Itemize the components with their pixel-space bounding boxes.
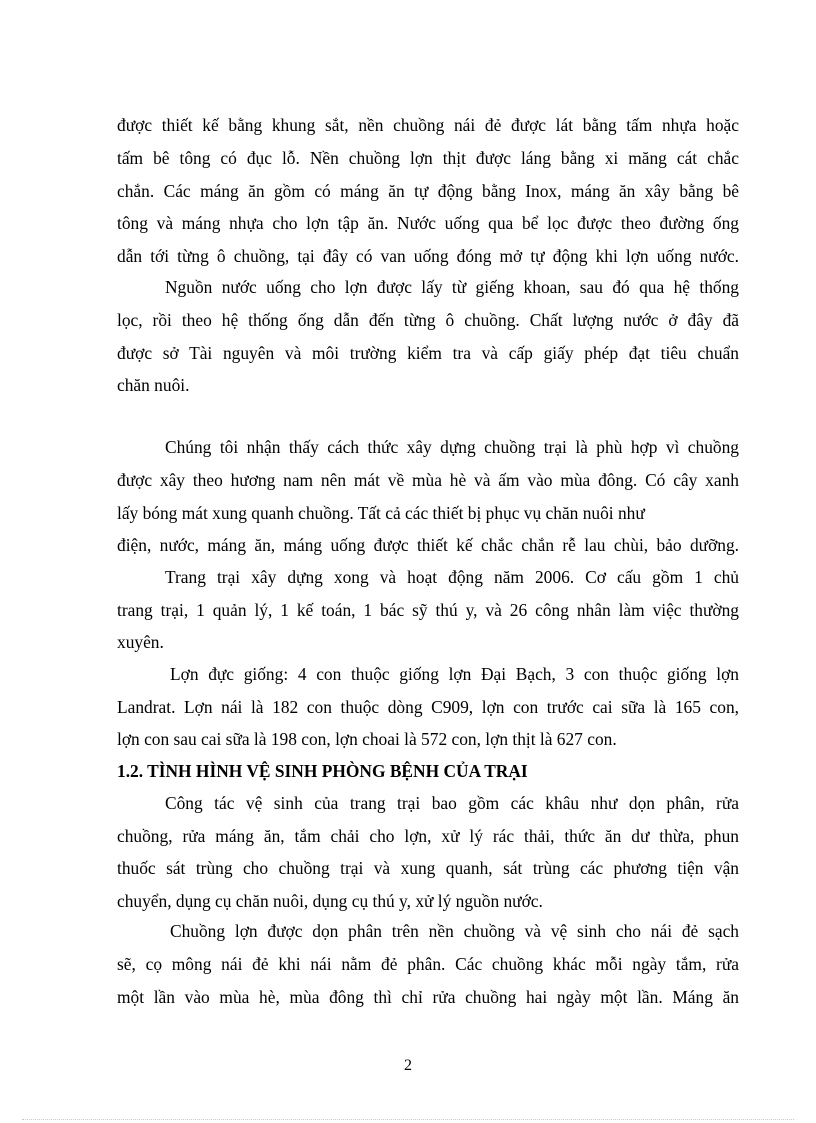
text-line: sẽ, cọ mông nái đẻ khi nái nằm đẻ phân. Các chuồng khác mỗi ngày tắm, rửa xyxy=(117,954,739,974)
text-line: thuốc sát trùng cho chuồng trại và xung quanh, sát trùng các phương tiện vận xyxy=(117,858,739,878)
text-line: trang trại, 1 quản lý, 1 kế toán, 1 bác sỹ thú y, và 26 công nhân làm việc thường xyxy=(117,600,739,620)
text-line: xuyên. xyxy=(117,632,164,652)
text-line: lợn con sau cai sữa là 198 con, lợn choai là 572 con, lợn thịt là 627 con. xyxy=(117,729,617,749)
text-line: tấm bê tông có đục lỗ. Nền chuồng lợn thịt được láng bằng xi măng cát chắc xyxy=(117,148,739,168)
section-heading: 1.2. TÌNH HÌNH VỆ SINH PHÒNG BỆNH CỦA TRẠI xyxy=(117,761,528,781)
text-line: được thiết kế bằng khung sắt, nền chuồng nái đẻ được lát bằng tấm nhựa hoặc xyxy=(117,115,739,135)
text-line: chuyển, dụng cụ chăn nuôi, dụng cụ thú y, xử lý nguồn nước. xyxy=(117,891,543,911)
paragraph-first-line: Lợn đực giống: 4 con thuộc giống lợn Đại Bạch, 3 con thuộc giống lợn xyxy=(170,664,739,684)
text-line: lọc, rồi theo hệ thống ống dẫn đến từng ô chuồng. Chất lượng nước ở đây đã xyxy=(117,310,739,330)
text-line: chăn nuôi. xyxy=(117,375,190,395)
text-line: một lần vào mùa hè, mùa đông thì chỉ rửa chuồng hai ngày một lần. Máng ăn xyxy=(117,987,739,1007)
text-line: dẫn tới từng ô chuồng, tại đây có van uống đóng mở tự động khi lợn uống nước. xyxy=(117,246,739,266)
text-line: điện, nước, máng ăn, máng uống được thiết kế chắc chắn rễ lau chùi, bảo dưỡng. xyxy=(117,535,739,555)
text-line: chắn. Các máng ăn gồm có máng ăn tự động bằng Inox, máng ăn xây bằng bê xyxy=(117,181,739,201)
page-number: 2 xyxy=(404,1057,412,1074)
text-line: chuồng, rửa máng ăn, tắm chải cho lợn, xử lý rác thải, thức ăn dư thừa, phun xyxy=(117,826,739,846)
paragraph-first-line: Công tác vệ sinh của trang trại bao gồm các khâu như dọn phân, rửa xyxy=(165,793,739,813)
text-line: lấy bóng mát xung quanh chuồng. Tất cả các thiết bị phục vụ chăn nuôi như xyxy=(117,503,645,523)
paragraph-first-line: Chuồng lợn được dọn phân trên nền chuồng và vệ sinh cho nái đẻ sạch xyxy=(170,921,739,941)
paragraph-first-line: Nguồn nước uống cho lợn được lấy từ giếng khoan, sau đó qua hệ thống xyxy=(165,277,739,297)
text-line: tông và máng nhựa cho lợn tập ăn. Nước uống qua bể lọc được theo đường ống xyxy=(117,213,739,233)
text-line: được xây theo hương nam nên mát về mùa hè và ấm vào mùa đông. Có cây xanh xyxy=(117,470,739,490)
page-bottom-border xyxy=(22,1119,794,1120)
text-line: Landrat. Lợn nái là 182 con thuộc dòng C909, lợn con trước cai sữa là 165 con, xyxy=(117,697,739,717)
paragraph-first-line: Chúng tôi nhận thấy cách thức xây dựng chuồng trại là phù hợp vì chuồng xyxy=(165,437,739,457)
paragraph-first-line: Trang trại xây dựng xong và hoạt động năm 2006. Cơ cấu gồm 1 chủ xyxy=(165,567,739,587)
text-line: được sở Tài nguyên và môi trường kiểm tra và cấp giấy phép đạt tiêu chuẩn xyxy=(117,343,739,363)
